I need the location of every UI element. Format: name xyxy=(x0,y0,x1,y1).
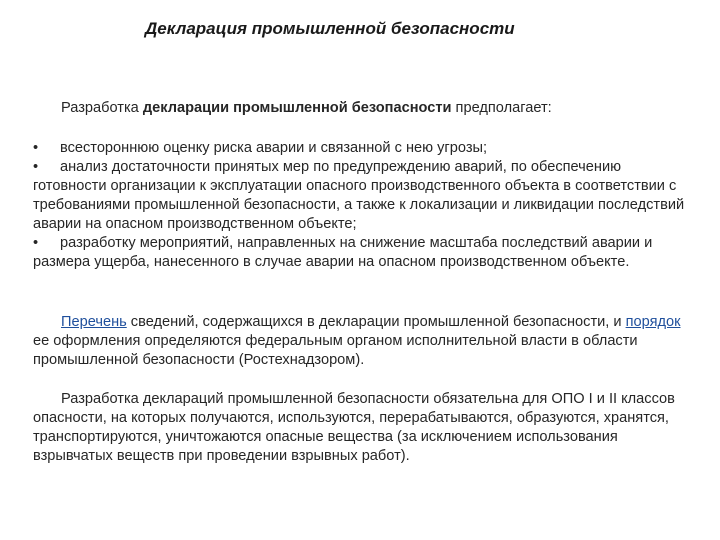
bullet-marker: • xyxy=(33,140,39,156)
bullet-item-risk-assessment xyxy=(33,139,693,158)
bullet-text: анализ достаточности принятых мер по предупреждению аварий, по обеспечению готовности организации к эксплуатации опасного производственного объекта в соответствии с требованиями промышленной безопасности, а также к локализации и ликвидации последствий аварии на опасном производственном объекте; xyxy=(33,159,685,232)
link-perechen[interactable]: Перечень xyxy=(61,314,127,330)
link-poryadok[interactable]: порядок xyxy=(625,314,681,330)
requirement-paragraph: Разработка деклараций промышленной безопасности обязательна для ОПО I и II классов опасности, на которых получаются, используются, перерабатываются, образуются, хранятся, транспортируются, уничтожаются опасные вещества (за исключением использования взрывчатых веществ при проведении взрывных работ). xyxy=(33,391,675,464)
list-paragraph-text-2: ее оформления определяются федеральным органом исполнительной власти в области промышленной безопасности (Ростехнадзором). xyxy=(33,333,638,368)
intro-prefix: Разработка xyxy=(61,100,143,116)
bullet-text: всестороннюю оценку риска аварии и связанной с нею угрозы; xyxy=(60,140,488,156)
bullet-marker: • xyxy=(33,159,39,175)
bullet-marker: • xyxy=(33,235,39,251)
bullet-item-measures-development xyxy=(33,234,693,272)
page-title: Декларация промышленной безопасности xyxy=(145,19,515,38)
list-paragraph-text-1: сведений, содержащихся в декларации промышленной безопасности, и xyxy=(126,314,626,330)
intro-suffix: предполагает: xyxy=(451,100,552,116)
bullet-list xyxy=(33,139,693,272)
intro-bold-term: декларации промышленной безопасности xyxy=(142,100,452,116)
bullet-item-sufficiency-analysis xyxy=(33,158,693,234)
list-paragraph xyxy=(33,313,693,370)
intro-paragraph xyxy=(33,99,720,118)
bullet-text: разработку мероприятий, направленных на снижение масштаба последствий аварии и размера ущерба, нанесенного в случае аварии на опасном производственном объекте. xyxy=(33,235,653,270)
